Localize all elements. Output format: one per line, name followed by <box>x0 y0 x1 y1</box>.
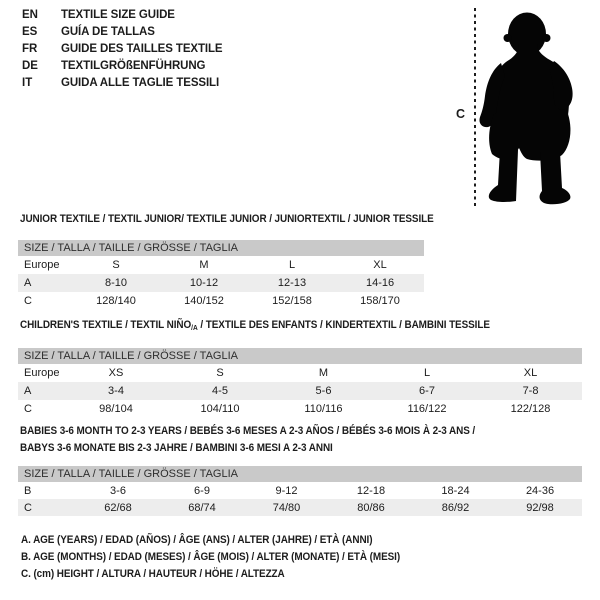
size-cell: L <box>288 259 296 272</box>
height-cell: 62/68 <box>104 501 132 514</box>
months-cell: 12-18 <box>356 484 386 497</box>
height-cell: 86/92 <box>441 501 470 514</box>
size-header-bar: SIZE / TALLA / TAILLE / GRÖSSE / TAGLIA <box>18 466 582 482</box>
height-measure-label: C <box>456 107 466 121</box>
legend-height-cm: C. (cm) HEIGHT / ALTURA / HAUTEUR / HÖHE / ALTEZZA <box>21 568 285 580</box>
table-row-age <box>18 382 582 400</box>
children-section-title <box>20 317 490 336</box>
table-row-height <box>18 400 582 418</box>
babies-section-title <box>20 423 475 457</box>
age-cell: 5-6 <box>315 385 332 397</box>
row-label: Europe <box>24 259 60 272</box>
row-label: B <box>24 484 32 497</box>
junior-size-table <box>18 240 424 310</box>
size-header-row <box>18 240 424 256</box>
size-header-bar: SIZE / TALLA / TAILLE / GRÖSSE / TAGLIA <box>18 240 424 256</box>
size-header-row <box>18 466 582 482</box>
size-cell: XL <box>523 367 538 380</box>
language-code: IT <box>22 77 33 89</box>
age-cell: 10-12 <box>189 277 219 289</box>
age-cell: 6-7 <box>419 385 435 397</box>
guide-title-fr: GUIDE DES TAILLES TEXTILE <box>61 43 223 55</box>
height-cell: 104/110 <box>200 403 240 415</box>
height-cell: 92/98 <box>526 501 554 514</box>
height-cell: 158/170 <box>360 295 400 307</box>
table-row-age <box>18 274 424 292</box>
language-code: DE <box>22 60 38 72</box>
age-cell: 8-10 <box>104 277 128 289</box>
babies-title-line1: BABIES 3-6 MONTH TO 2-3 YEARS / BEBÉS 3-6 MESES A 2-3 AÑOS / BÉBÉS 3-6 MOIS À 2-3 ANS / <box>20 425 476 437</box>
table-row-europe <box>18 364 582 382</box>
language-row-de <box>22 60 223 77</box>
size-header-bar: SIZE / TALLA / TAILLE / GRÖSSE / TAGLIA <box>18 348 582 364</box>
months-cell: 3-6 <box>110 484 126 497</box>
size-cell: S <box>112 259 120 272</box>
height-dashed-line-icon <box>473 8 477 208</box>
children-title-subscript: /A <box>191 323 198 332</box>
height-cell: 80/86 <box>357 501 385 514</box>
language-list <box>22 9 223 94</box>
children-size-table <box>18 348 582 418</box>
junior-section-title: JUNIOR TEXTILE / TEXTIL JUNIOR/ TEXTILE JUNIOR / JUNIORTEXTIL / JUNIOR TESSILE <box>20 213 434 225</box>
height-cell: 116/122 <box>407 403 447 415</box>
children-title-post: / TEXTILE DES ENFANTS / KINDERTEXTIL / BAMBINI TESSILE <box>197 319 490 331</box>
table-row-months <box>18 482 582 499</box>
height-cell: 122/128 <box>510 403 551 415</box>
size-cell: S <box>216 367 224 380</box>
height-cell: 68/74 <box>188 501 216 514</box>
guide-title-es: GUÍA DE TALLAS <box>61 26 155 38</box>
row-label: A <box>24 385 32 397</box>
size-cell: M <box>199 259 209 272</box>
language-row-it <box>22 77 223 94</box>
language-row-es <box>22 26 223 43</box>
guide-title-de: TEXTILGRÖßENFÜHRUNG <box>61 60 206 72</box>
babies-size-table <box>18 466 582 516</box>
legend-age-months: B. AGE (MONTHS) / EDAD (MESES) / ÂGE (MOIS) / ALTER (MONATE) / ETÀ (MESI) <box>21 551 401 563</box>
children-title-pre: CHILDREN'S TEXTILE / TEXTIL NIÑO <box>20 319 192 331</box>
language-row-en <box>22 9 223 26</box>
table-row-europe <box>18 256 424 274</box>
months-cell: 9-12 <box>275 484 298 497</box>
guide-title-it: GUIDA ALLE TAGLIE TESSILI <box>61 77 220 89</box>
height-cell: 128/140 <box>96 295 136 307</box>
legend <box>21 534 452 585</box>
height-cell: 98/104 <box>99 403 133 415</box>
language-code: ES <box>22 26 38 38</box>
babies-title-line2: BABYS 3-6 MONATE BIS 2-3 JAHRE / BAMBINI 3-6 MESI A 2-3 ANNI <box>20 442 333 454</box>
row-label: C <box>24 501 32 514</box>
size-cell: M <box>318 367 329 380</box>
size-cell: XS <box>108 367 124 380</box>
legend-age-years: A. AGE (YEARS) / EDAD (AÑOS) / ÂGE (ANS) / ALTER (JAHRE) / ETÀ (ANNI) <box>21 534 373 546</box>
table-row-height <box>18 499 582 516</box>
size-cell: XL <box>373 259 387 272</box>
row-label: C <box>24 403 32 415</box>
height-cell: 110/116 <box>304 403 343 415</box>
height-cell: 152/158 <box>272 295 312 307</box>
age-cell: 14-16 <box>365 277 395 289</box>
language-code: EN <box>22 9 38 21</box>
age-cell: 3-4 <box>108 385 124 397</box>
row-label: A <box>24 277 32 289</box>
table-row-height <box>18 292 424 310</box>
row-label: Europe <box>24 367 60 380</box>
age-cell: 4-5 <box>212 385 228 397</box>
months-cell: 6-9 <box>194 484 210 497</box>
months-cell: 18-24 <box>441 484 470 497</box>
language-code: FR <box>22 43 38 55</box>
size-cell: L <box>423 367 431 380</box>
months-cell: 24-36 <box>525 484 555 497</box>
guide-title-en: TEXTILE SIZE GUIDE <box>61 9 175 21</box>
height-cell: 140/152 <box>184 295 224 307</box>
height-cell: 74/80 <box>272 501 301 514</box>
age-cell: 7-8 <box>522 385 539 397</box>
baby-silhouette-icon <box>479 8 579 206</box>
size-header-row <box>18 348 582 364</box>
language-row-fr <box>22 43 223 60</box>
age-cell: 12-13 <box>277 277 307 289</box>
row-label: C <box>24 295 32 307</box>
